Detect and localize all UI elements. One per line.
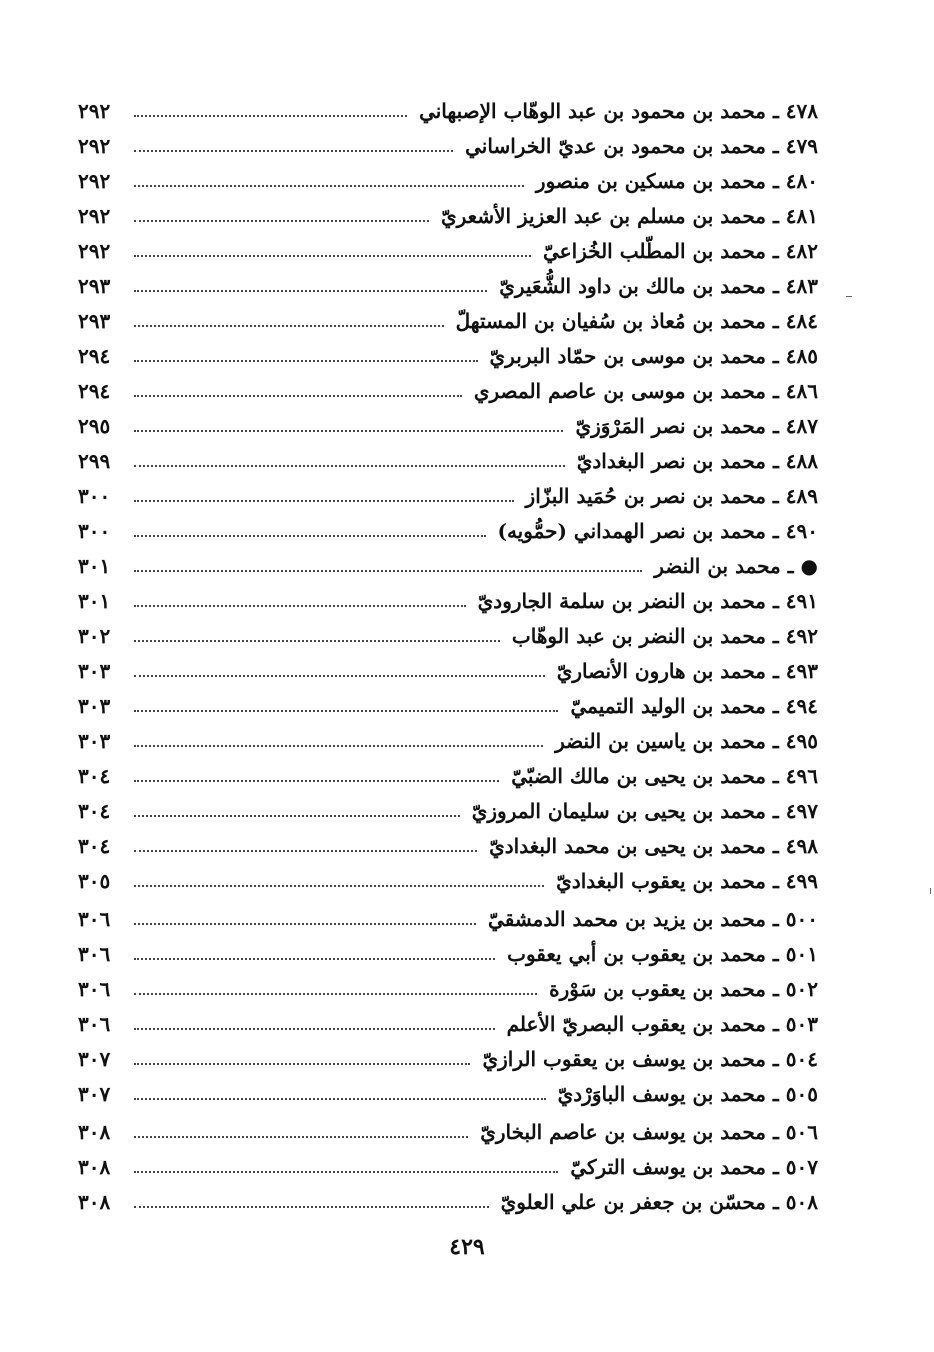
dot-leader [134,290,487,292]
toc-row [78,234,818,268]
entry-page: ٢٩٢ [78,204,111,228]
entry-title: ٤٩١ ـ محمد بن النضر بن سلمة الجاروديّ [477,589,818,613]
dot-leader [134,1206,489,1208]
dot-leader [134,220,429,222]
entry-page: ٣٠٢ [78,624,111,648]
toc-row [78,619,818,653]
entry-title: ٤٨٣ ـ محمد بن مالك بن داود الشُّعَيريّ [499,274,818,298]
entry-page: ٣٠٥ [78,869,111,893]
dot-leader [134,923,476,925]
entry-page: ٢٩٤ [78,379,111,403]
toc-row [78,304,818,338]
toc-row [78,864,818,898]
entry-page: ٢٩٥ [78,414,111,438]
entry-title: ٤٨٤ ـ محمد بن مُعاذ بن سُفيان بن المستهلّ [455,309,818,333]
dot-leader [134,1063,470,1065]
dot-leader [134,150,453,152]
entry-title: ٤٨٦ ـ محمد بن موسى بن عاصم المصري [473,379,818,403]
toc-row [78,94,818,128]
dot-leader [134,1136,468,1138]
entry-title: ٤٨٧ ـ محمد بن نصر المَرْوَزيّ [575,414,818,438]
entry-title: ٤٩٥ ـ محمد بن ياسين بن النضر [555,729,818,753]
toc-row [78,1115,818,1149]
entry-title: ٤٨٩ ـ محمد بن نصر بن حُمَيد البزّاز [525,484,818,508]
toc-row [78,479,818,513]
toc-row [78,164,818,198]
dot-leader [134,710,558,712]
entry-page: ٢٩٢ [78,134,111,158]
toc-row [78,902,818,936]
entry-title: ٤٩٤ ـ محمد بن الوليد التميميّ [570,694,818,718]
entry-title: ٤٩٦ ـ محمد بن يحيى بن مالك الضبّيّ [511,764,818,788]
entry-title: ٤٧٩ ـ محمد بن محمود بن عديّ الخراساني [465,134,818,158]
entry-page: ٢٩٣ [78,309,111,333]
entry-page: ٢٩٢ [78,239,111,263]
entry-page: ٣٠٦ [78,942,111,966]
entry-title: ● ـ محمد بن النضر [654,554,818,578]
dot-leader [134,255,531,257]
toc-row [78,794,818,828]
entry-title: ٤٨٥ ـ محمد بن موسى بن حمّاد البربريّ [489,344,818,368]
entry-title: ٤٩٣ ـ محمد بن هارون الأنصاريّ [556,659,818,683]
entry-page: ٣٠٨ [78,1155,111,1179]
entry-page: ٢٩٩ [78,449,111,473]
entry-title: ٤٩٠ ـ محمد بن نصر الهمداني (حمُّويه) [497,519,818,543]
dot-leader [134,745,543,747]
dot-leader [134,500,514,502]
entry-title: ٥٠٧ ـ محمد بن يوسف التركيّ [570,1155,818,1179]
toc-row [78,1150,818,1184]
entry-title: ٤٩٧ ـ محمد بن يحيى بن سليمان المروزيّ [471,799,818,823]
entry-page: ٣٠٨ [78,1190,111,1214]
entry-title: ٥٠٦ ـ محمد بن يوسف بن عاصم البخاريّ [480,1120,818,1144]
entry-page: ٣٠٦ [78,977,111,1001]
entry-title: ٤٩٩ ـ محمد بن يعقوب البغداديّ [556,869,818,893]
dot-leader [134,815,460,817]
entry-title: ٤٧٨ ـ محمد بن محمود بن عبد الوهّاب الإصبهاني [419,99,818,123]
toc-row [78,1007,818,1041]
entry-page: ٣٠٤ [78,764,111,788]
toc-row [78,937,818,971]
entry-page: ٢٩٤ [78,344,111,368]
toc-row [78,129,818,163]
entry-title: ٤٨١ ـ محمد بن مسلم بن عبد العزيز الأشعريّ [440,204,818,228]
entry-page: ٢٩٢ [78,169,111,193]
entry-title: ٥٠٣ ـ محمد بن يعقوب البصريّ الأعلم [506,1012,818,1036]
dot-leader [134,958,495,960]
entry-title: ٤٨٢ ـ محمد بن المطّلب الخُزاعيّ [542,239,818,263]
toc-row [78,409,818,443]
entry-page: ٢٩٣ [78,274,111,298]
toc-row [78,829,818,863]
toc-row [78,759,818,793]
entry-title: ٥٠٨ ـ محسّن بن جعفر بن علي العلويّ [500,1190,818,1214]
dot-leader [134,465,565,467]
entry-page: ٣٠٧ [78,1082,111,1106]
scan-speck [930,888,931,894]
entry-page: ٣٠٧ [78,1047,111,1071]
entry-page: ٣٠٤ [78,799,111,823]
dot-leader [134,1028,495,1030]
entry-title: ٤٩٢ ـ محمد بن النضر بن عبد الوهّاب [511,624,818,648]
entry-title: ٥٠٤ ـ محمد بن يوسف بن يعقوب الرازيّ [482,1047,818,1071]
toc-row [78,1185,818,1219]
toc-row [78,444,818,478]
entry-page: ٣٠٣ [78,694,111,718]
entry-page: ٣٠٤ [78,834,111,858]
entry-page: ٣٠٣ [78,659,111,683]
toc-row [78,724,818,758]
dot-leader [134,1171,558,1173]
dot-leader [134,993,537,995]
dot-leader [134,605,466,607]
entry-page: ٢٩٢ [78,99,111,123]
entry-title: ٥٠٠ ـ محمد بن يزيد بن محمد الدمشقيّ [488,907,818,931]
entry-title: ٥٠١ ـ محمد بن يعقوب بن أبي يعقوب [507,942,818,966]
entry-page: ٣٠١ [78,589,111,613]
dot-leader [134,885,544,887]
entry-title: ٤٩٨ ـ محمد بن يحيى بن محمد البغداديّ [489,834,818,858]
toc-row [78,1077,818,1111]
dot-leader [134,675,545,677]
toc-row [78,972,818,1006]
dot-leader [134,185,524,187]
entry-page: ٣٠٣ [78,729,111,753]
dot-leader [134,780,499,782]
dot-leader [134,570,642,572]
entry-title: ٤٨٠ ـ محمد بن مسكين بن منصور [535,169,818,193]
toc-row [78,654,818,688]
entry-title: ٥٠٢ ـ محمد بن يعقوب بن سَوْرة [549,977,818,1001]
entry-page: ٣٠٠ [78,519,111,543]
toc-row [78,1042,818,1076]
dot-leader [134,115,407,117]
dot-leader [134,1098,546,1100]
dot-leader [134,360,478,362]
dot-leader [134,430,563,432]
entry-page: ٣٠٦ [78,1012,111,1036]
dot-leader [134,395,462,397]
entry-page: ٣٠٦ [78,907,111,931]
entry-page: ٣٠٨ [78,1120,111,1144]
toc-row [78,584,818,618]
toc-row [78,374,818,408]
toc-row [78,339,818,373]
entry-page: ٣٠١ [78,554,111,578]
dot-leader [134,535,486,537]
dot-leader [134,850,477,852]
entry-page: ٣٠٠ [78,484,111,508]
toc-row [78,549,818,583]
toc-row [78,269,818,303]
table-of-contents [78,94,818,1214]
entry-title: ٤٨٨ ـ محمد بن نصر البغداديّ [576,449,818,473]
scan-speck [846,296,852,297]
dot-leader [134,640,500,642]
entry-title: ٥٠٥ ـ محمد بن يوسف الباوَرْديّ [557,1082,818,1106]
toc-row [78,199,818,233]
dot-leader [134,325,444,327]
toc-row [78,689,818,723]
page-number: ٤٢٩ [449,1234,485,1260]
toc-row [78,514,818,548]
